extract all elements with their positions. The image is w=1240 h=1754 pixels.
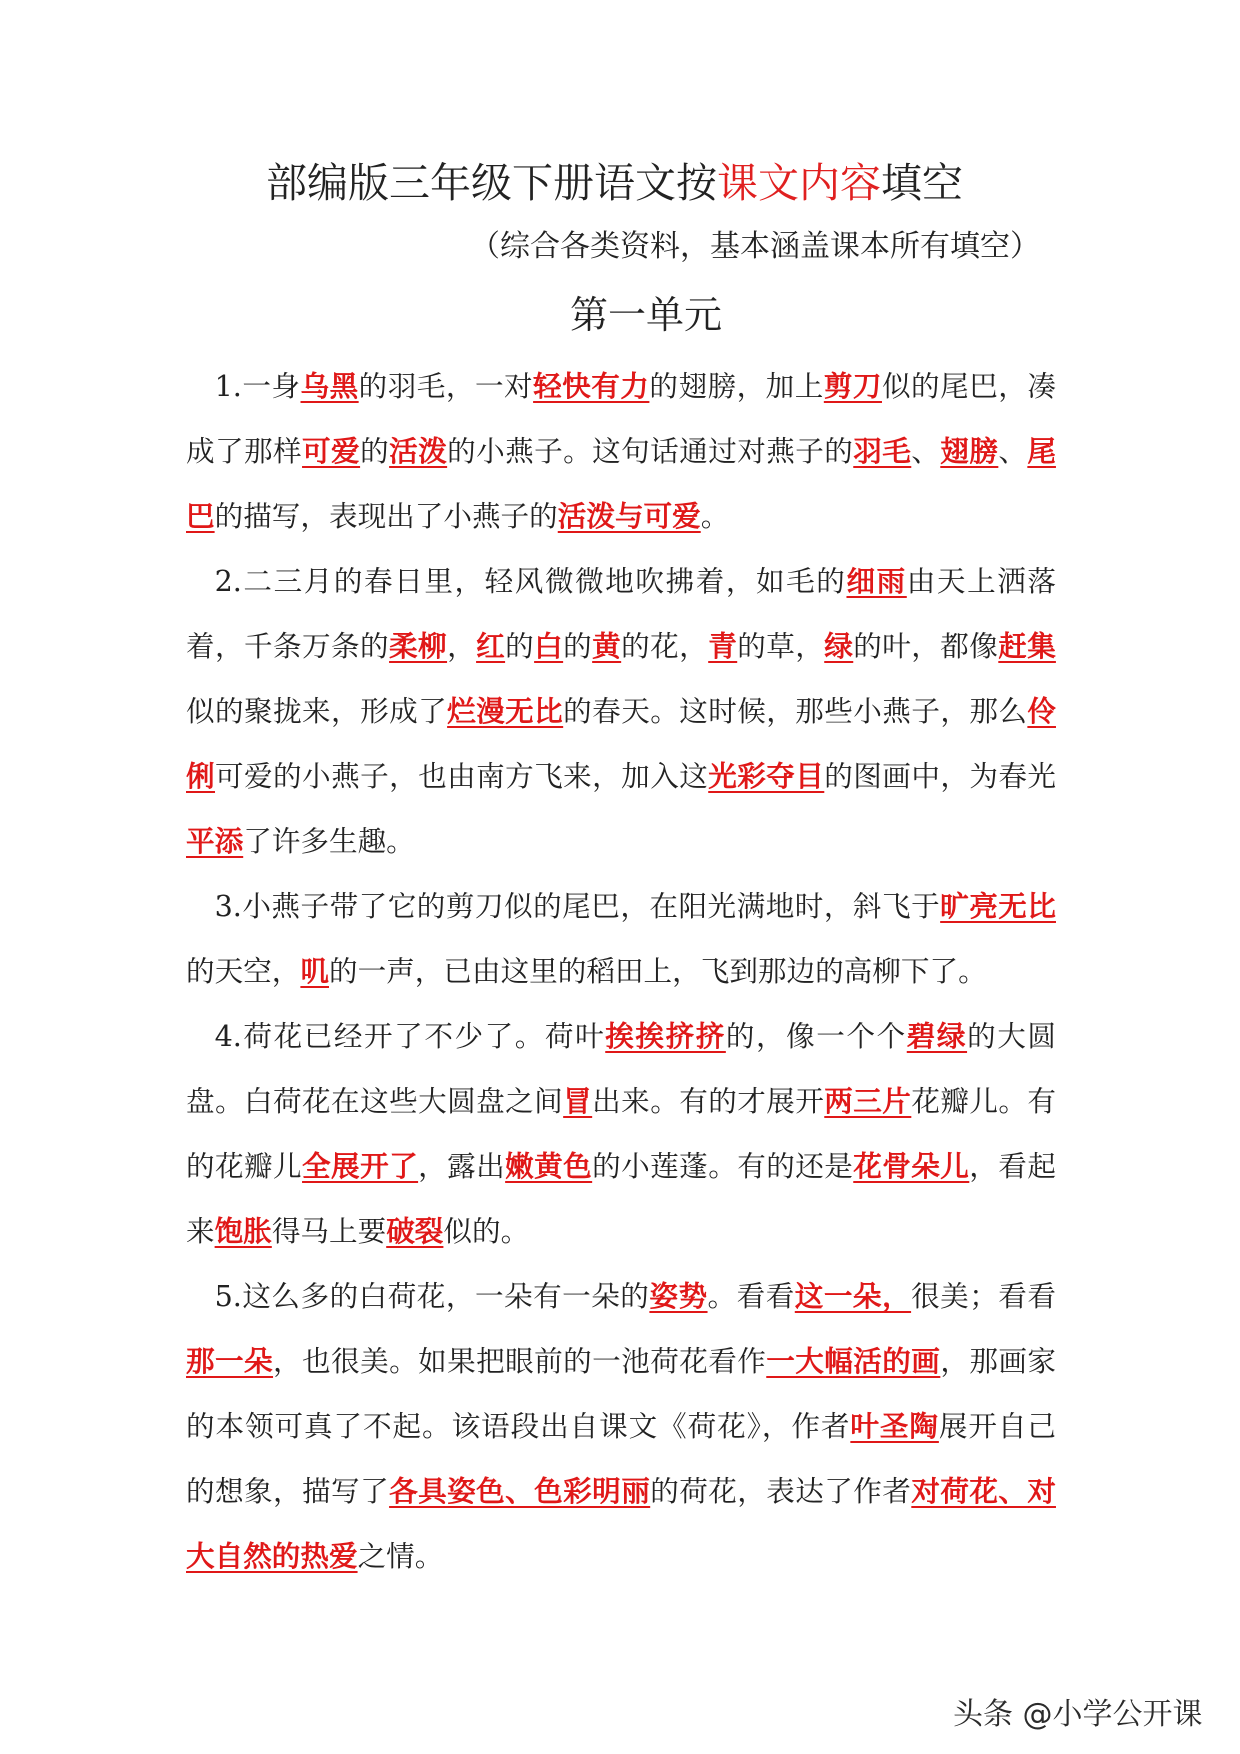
answer-text: 各具姿色、色彩明丽 xyxy=(389,1474,651,1508)
page-subtitle: （综合各类资料，基本涵盖课本所有填空） xyxy=(470,229,1040,264)
answer-text: 冒 xyxy=(563,1084,593,1118)
answer-text: 花骨朵儿 xyxy=(853,1149,970,1183)
answer-text: 白 xyxy=(534,629,564,663)
paragraph-text: 的叶，都像 xyxy=(853,629,999,663)
answer-text: 羽毛 xyxy=(853,434,912,468)
answer-text: 轻快有力 xyxy=(533,369,650,403)
answer-text: 全展开了 xyxy=(302,1149,419,1183)
answer-text: 两三片 xyxy=(824,1084,912,1118)
paragraph-text: 的荷花，表达了作者 xyxy=(650,1474,912,1508)
paragraph-text: 的草， xyxy=(737,629,825,663)
paragraph-text: ，那画家的本领可真了不起。该语段出自课文《荷花》，作者 xyxy=(186,1344,1056,1443)
title-suffix: 填空 xyxy=(881,159,963,207)
answer-text: 活泼与可爱 xyxy=(557,499,701,533)
paragraph-text: ，露出 xyxy=(418,1149,506,1183)
paragraph-text: 5.这么多的白荷花，一朵有一朵的 xyxy=(214,1279,650,1313)
paragraph-text: 的，像一个个 xyxy=(725,1019,907,1053)
exercise-content xyxy=(186,354,1056,1589)
answer-text: 破裂 xyxy=(386,1214,444,1248)
answer-text: 红 xyxy=(476,629,506,663)
paragraph-text: 之情。 xyxy=(357,1539,444,1573)
page-title xyxy=(266,158,963,208)
paragraph-text: 的一声，已由这里的稻田上，飞到那边的高柳下了。 xyxy=(329,954,987,988)
exercise-paragraph xyxy=(186,874,1056,1004)
paragraph-text: 的小燕子。这句话通过对燕子的 xyxy=(447,434,854,468)
answer-text: 叶圣陶 xyxy=(850,1409,939,1443)
paragraph-text: 。 xyxy=(700,499,730,533)
paragraph-text: 。看看 xyxy=(707,1279,795,1313)
paragraph-text: ，也很美。如果把眼前的一池荷花看作 xyxy=(273,1344,767,1378)
answer-text: 柔柳 xyxy=(389,629,448,663)
paragraph-text: 可爱的小燕子，也由南方飞来，加入这 xyxy=(215,759,709,793)
answer-text: 尾巴 xyxy=(186,434,1056,533)
paragraph-text: 由天上洒落着，千条万条的 xyxy=(186,564,1056,663)
answer-text: 翅膀 xyxy=(940,434,999,468)
exercise-paragraph xyxy=(186,1004,1056,1264)
paragraph-text: 的天空， xyxy=(186,954,301,988)
paragraph-text: 的羽毛，一对 xyxy=(358,369,534,403)
paragraph-text: 的小莲蓬。有的还是 xyxy=(592,1149,854,1183)
paragraph-text: 的 xyxy=(360,434,390,468)
answer-text: 剪刀 xyxy=(823,369,882,403)
answer-text: 细雨 xyxy=(846,564,907,598)
answer-text: 赶集 xyxy=(998,629,1056,663)
paragraph-text: 的大圆盘。白荷花在这些大圆盘之间 xyxy=(186,1019,1056,1118)
answer-text: 青 xyxy=(708,629,738,663)
paragraph-text: 了许多生趣。 xyxy=(243,824,415,858)
answer-text: 姿势 xyxy=(649,1279,708,1313)
answer-text: 光彩夺目 xyxy=(708,759,825,793)
paragraph-text: 似的。 xyxy=(443,1214,530,1248)
paragraph-text: 2.二三月的春日里，轻风微微地吹拂着，如毛的 xyxy=(214,564,847,598)
paragraph-text: 得马上要 xyxy=(271,1214,387,1248)
answer-text: 绿 xyxy=(824,629,854,663)
answer-text: 黄 xyxy=(592,629,622,663)
answer-text: 叽 xyxy=(300,954,329,988)
paragraph-text: 花瓣儿。有的花瓣儿 xyxy=(186,1084,1056,1183)
answer-text: 平添 xyxy=(186,824,244,858)
paragraph-text: 展开自己的想象，描写了 xyxy=(186,1409,1056,1508)
paragraph-text: 似的聚拢来，形成了 xyxy=(186,694,448,728)
exercise-paragraph xyxy=(186,354,1056,549)
answer-text: 活泼 xyxy=(389,434,448,468)
paragraph-text: 很美；看看 xyxy=(911,1279,1056,1313)
answer-text: 这一朵， xyxy=(794,1279,912,1313)
paragraph-text: ， xyxy=(447,629,477,663)
title-highlight: 课文内容 xyxy=(717,159,881,207)
exercise-paragraph xyxy=(186,549,1056,874)
answer-text: 嫩黄色 xyxy=(505,1149,593,1183)
paragraph-text: 3.小燕子带了它的剪刀似的尾巴，在阳光满地时，斜飞于 xyxy=(214,889,941,923)
paragraph-text: 的春天。这时候，那些小燕子，那么 xyxy=(563,694,1028,728)
answer-text: 伶俐 xyxy=(186,694,1056,793)
unit-heading: 第一单元 xyxy=(570,293,723,337)
paragraph-text: 的图画中，为春光 xyxy=(824,759,1056,793)
answer-text: 可爱 xyxy=(302,434,361,468)
paragraph-text: 的 xyxy=(505,629,535,663)
answer-text: 饱胀 xyxy=(214,1214,272,1248)
answer-text: 乌黑 xyxy=(300,369,359,403)
paragraph-text: 的翅膀，加上 xyxy=(649,369,824,403)
answer-text: 烂漫无比 xyxy=(447,694,564,728)
paragraph-text: 4.荷花已经开了不少了。荷叶 xyxy=(214,1019,606,1053)
paragraph-text: 1.一身 xyxy=(214,369,301,403)
paragraph-text: 、 xyxy=(998,434,1028,468)
answer-text: 那一朵 xyxy=(186,1344,274,1378)
paragraph-text: 出来。有的才展开 xyxy=(592,1084,825,1118)
paragraph-text: 的描写，表现出了小燕子的 xyxy=(214,499,558,533)
paragraph-text: ，看起来 xyxy=(186,1149,1056,1248)
paragraph-text: 的花， xyxy=(621,629,709,663)
answer-text: 挨挨挤挤 xyxy=(605,1019,726,1053)
watermark-footer: 头条 @小学公开课 xyxy=(953,1697,1203,1732)
exercise-paragraph xyxy=(186,1264,1056,1589)
answer-text: 碧绿 xyxy=(906,1019,968,1053)
answer-text: 旷亮无比 xyxy=(940,889,1056,923)
paragraph-text: 似的尾巴，凑成了那样 xyxy=(186,369,1056,468)
paragraph-text: 、 xyxy=(911,434,941,468)
answer-text: 对荷花、对大自然的热爱 xyxy=(186,1474,1056,1573)
answer-text: 一大幅活的画 xyxy=(766,1344,941,1378)
title-prefix: 部编版三年级下册语文按 xyxy=(266,159,717,207)
paragraph-text: 的 xyxy=(563,629,593,663)
